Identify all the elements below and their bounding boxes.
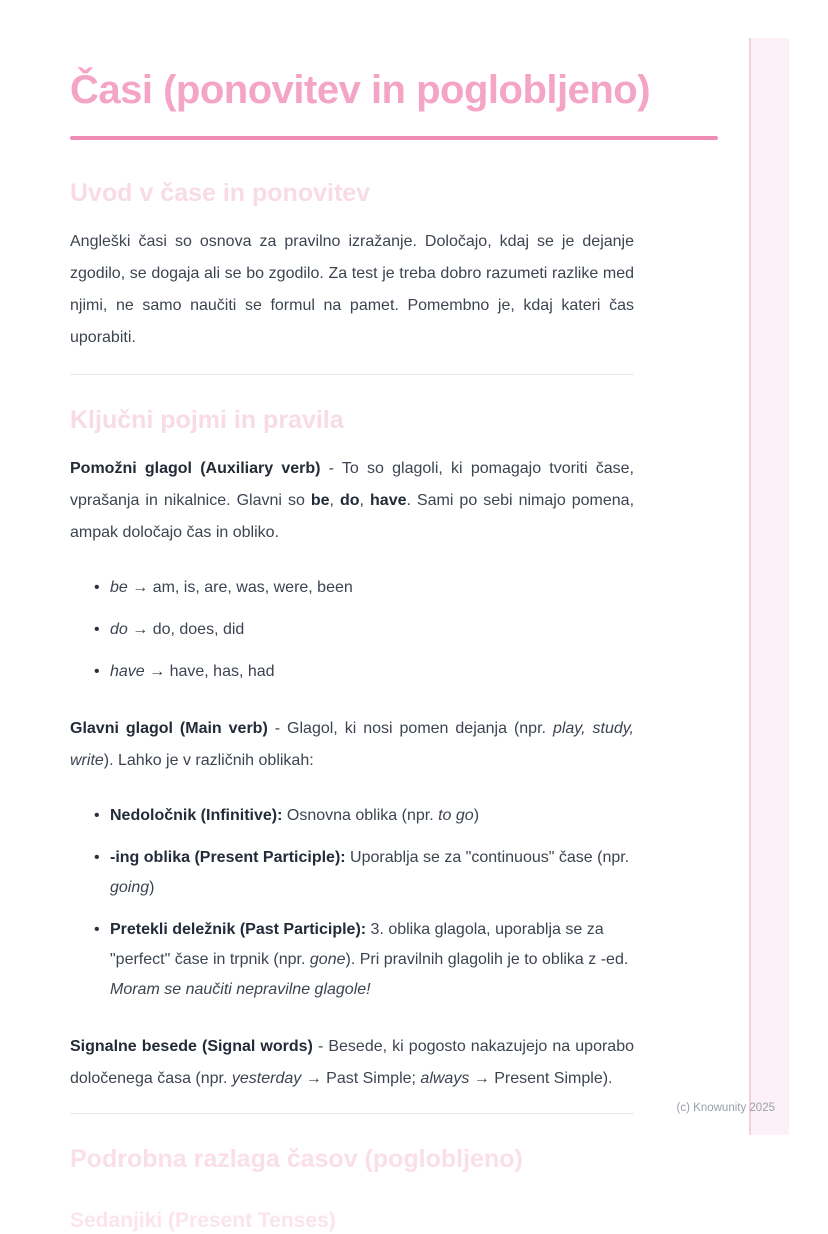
section-divider (70, 374, 634, 375)
text-run: have (110, 663, 145, 680)
section-heading-detailed: Podrobna razlaga časov (poglobljeno) (70, 1145, 523, 1173)
main-verb-paragraph (70, 713, 634, 777)
footer-credit: (c) Knowunity 2025 (676, 1102, 775, 1114)
list-item (94, 801, 634, 831)
auxiliary-verb-paragraph (70, 453, 634, 549)
signal-words-paragraph (70, 1031, 634, 1095)
text-run: -ing oblika (Present Participle): (110, 849, 346, 866)
page-title: Časi (ponovitev in poglobljeno) (70, 68, 651, 112)
text-run: play, study, write (70, 720, 635, 769)
page-side-strip (749, 38, 789, 1135)
list-item (94, 843, 634, 903)
auxiliary-forms-list (70, 573, 634, 687)
text-run: . Sami po sebi nimajo pomena, ampak določajo čas in obliko. (70, 492, 635, 541)
text-run: - Glagol, ki nosi pomen dejanja (npr. (267, 720, 553, 737)
section-heading-key-concepts: Ključni pojmi in pravila (70, 406, 344, 434)
text-run: Nedoločnik (Infinitive): (110, 807, 283, 824)
text-run: , (359, 492, 371, 509)
list-item (94, 615, 634, 645)
list-item (94, 657, 634, 687)
text-run: be (110, 579, 128, 596)
text-run: → do, does, did (127, 621, 245, 638)
text-run: Glavni glagol (Main verb) (70, 720, 268, 737)
text-run: Angleški časi so osnova za pravilno izražanje. Določajo, kdaj se je dejanje zgodilo, se dogaja ali se bo zgodilo. Za test je treba dobro razumeti razlike med njimi, ne samo naučiti se formul na pamet. Pomembno je, kdaj kateri čas uporabiti. (70, 233, 634, 346)
text-run: have (370, 492, 407, 509)
title-underline (70, 136, 718, 140)
text-run: Moram se naučiti nepravilne glagole! (110, 981, 371, 998)
document-page (70, 0, 718, 1234)
text-run: be (310, 492, 330, 509)
list-item (94, 915, 634, 1005)
text-run: gone (309, 951, 346, 968)
text-run: do (110, 621, 128, 638)
section-heading-intro: Uvod v čase in ponovitev (70, 179, 371, 207)
text-run: do (340, 492, 360, 509)
text-run: → have, has, had (144, 663, 275, 680)
text-run: - To so glagoli, ki pomagajo tvoriti čase, vprašanja in nikalnice. Glavni so (70, 460, 634, 509)
text-run: ) (473, 807, 480, 824)
text-run: always (420, 1070, 470, 1087)
text-run: ). Lahko je v različnih oblikah: (103, 752, 314, 769)
text-run: 3. oblika glagola, uporablja se za "perfect" čase in trpnik (npr. (110, 921, 604, 968)
text-run: going (110, 879, 150, 896)
text-run: Signalne besede (Signal words) (70, 1038, 313, 1055)
section-divider (70, 1113, 634, 1114)
text-run: ). Pri pravilnih glagolih je to oblika z -ed. (345, 951, 629, 968)
verb-forms-list (70, 801, 634, 1005)
intro-paragraph (70, 226, 634, 354)
text-run: → am, is, are, was, were, been (127, 579, 353, 596)
text-run: ) (149, 879, 155, 896)
present-tenses-subheading: Sedanjiki (Present Tenses) (70, 1209, 336, 1232)
text-run: - Besede, ki pogosto nakazujejo na uporabo določenega časa (npr. (70, 1038, 634, 1087)
text-run: Pomožni glagol (Auxiliary verb) (70, 460, 321, 477)
text-run: Uporablja se za "continuous" čase (npr. (345, 849, 630, 866)
text-run: yesterday (231, 1070, 302, 1087)
text-run: Osnovna oblika (npr. (282, 807, 439, 824)
text-run: → Past Simple; (301, 1070, 421, 1087)
list-item (94, 573, 634, 603)
text-run: Pretekli deležnik (Past Participle): (110, 921, 367, 938)
text-run: , (329, 492, 340, 509)
text-run: to go (438, 807, 474, 824)
text-run: → Present Simple). (469, 1070, 613, 1087)
